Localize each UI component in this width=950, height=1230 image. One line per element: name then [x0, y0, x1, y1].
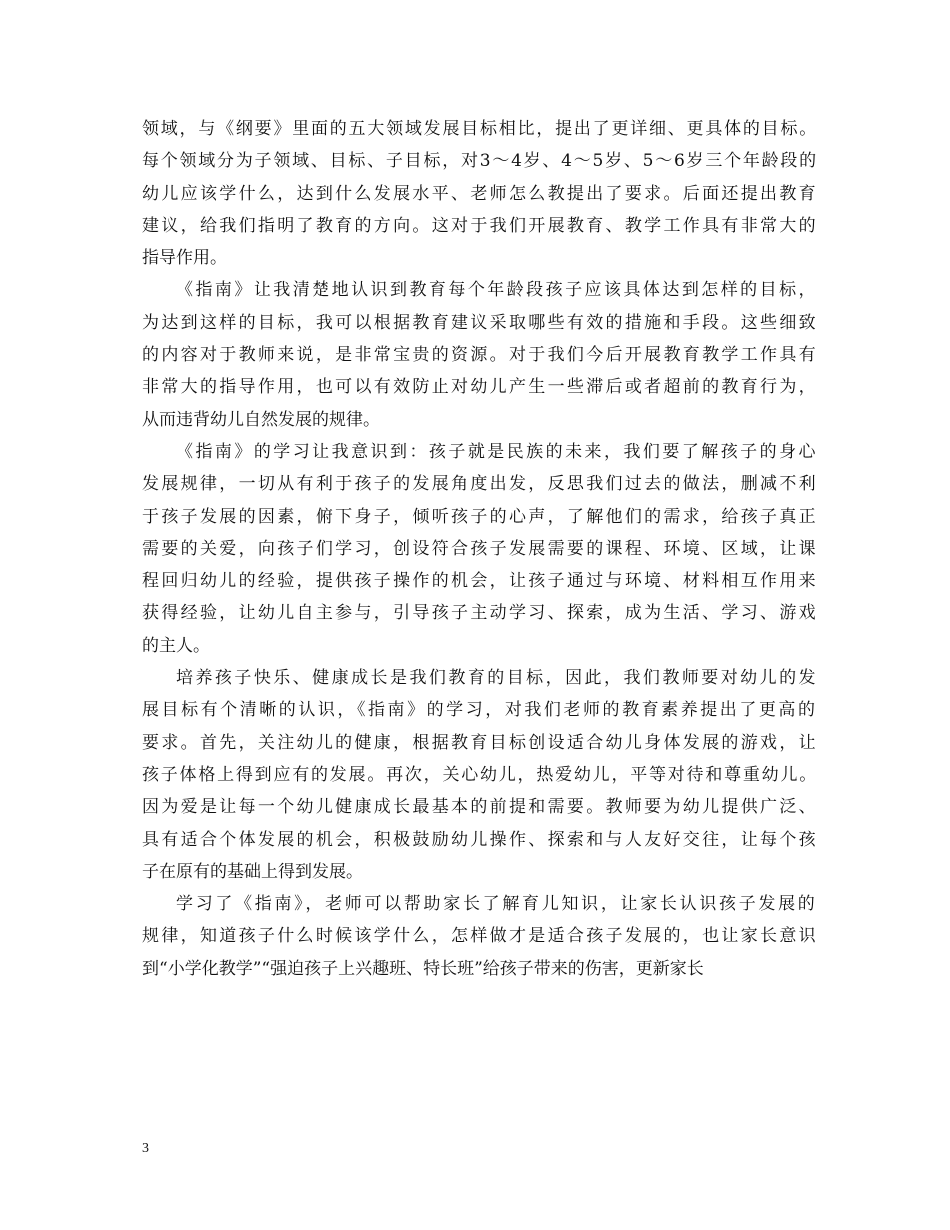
- paragraph-first-line: 培养孩子快乐、健康成长是我们教育的目标，因此，我们教师要对幼儿的发: [176, 668, 818, 689]
- paragraph-first-line: 学习了《指南》，老师可以帮助家长了解育儿知识，让家长认识孩子发展的: [176, 894, 818, 915]
- text-line: 非常大的指导作用，也可以有效防止对幼儿产生一些滞后或者超前的教育行为，: [142, 377, 818, 398]
- text-line: 获得经验，让幼儿自主参与，引导孩子主动学习、探索，成为生活、学习、游戏: [142, 603, 818, 624]
- text-line: 的主人。: [142, 635, 210, 656]
- text-line: 建议，给我们指明了教育的方向。这对于我们开展教育、教学工作具有非常大的: [142, 215, 818, 236]
- text-line: 领域，与《纲要》里面的五大领域发展目标相比，提出了更详细、更具体的目标。: [142, 119, 818, 139]
- text-line: 到“小学化教学”“强迫孩子上兴趣班、特长班”给孩子带来的伤害，更新家长: [142, 958, 704, 979]
- paragraph-first-line: 《指南》的学习让我意识到：孩子就是民族的未来，我们要了解孩子的身心: [176, 441, 818, 462]
- text-line: 于孩子发展的因素，俯下身子，倾听孩子的心声，了解他们的需求，给孩子真正: [142, 506, 818, 527]
- text-line: 需要的关爱，向孩子们学习，创设符合孩子发展需要的课程、环境、区域，让课: [142, 538, 818, 559]
- text-line: 发展规律，一切从有利于孩子的发展角度出发，反思我们过去的做法，删减不利: [142, 474, 818, 495]
- text-line: 孩子体格上得到应有的发展。再次，关心幼儿，热爱幼儿，平等对待和尊重幼儿。: [142, 764, 818, 785]
- text-line: 指导作用。: [142, 248, 227, 269]
- text-line: 具有适合个体发展的机会，积极鼓励幼儿操作、探索和与人友好交往，让每个孩: [142, 829, 818, 850]
- text-line: 要求。首先，关注幼儿的健康，根据教育目标创设适合幼儿身体发展的游戏，让: [142, 732, 818, 753]
- text-line: 程回归幼儿的经验，提供孩子操作的机会，让孩子通过与环境、材料相互作用来: [142, 571, 818, 592]
- paragraph-first-line: 《指南》让我清楚地认识到教育每个年龄段孩子应该具体达到怎样的目标，: [176, 280, 818, 301]
- text-line: 从而违背幼儿自然发展的规律。: [142, 409, 380, 430]
- body-text: [142, 113, 818, 985]
- text-line: 的内容对于教师来说，是非常宝贵的资源。对于我们今后开展教育教学工作具有: [142, 345, 818, 366]
- text-line: 因为爱是让每一个幼儿健康成长最基本的前提和需要。教师要为幼儿提供广泛、: [142, 797, 818, 818]
- text-line: 展目标有个清晰的认识，《指南》的学习，对我们老师的教育素养提出了更高的: [142, 700, 818, 721]
- text-line: 每个领域分为子领域、目标、子目标，对3～4岁、4～5岁、5～6岁三个年龄段的: [142, 151, 818, 172]
- text-line: 幼儿应该学什么，达到什么发展水平、老师怎么教提出了要求。后面还提出教育: [142, 183, 818, 204]
- text-line: 为达到这样的目标，我可以根据教育建议采取哪些有效的措施和手段。这些细致: [142, 312, 818, 333]
- text-line: 规律，知道孩子什么时候该学什么，怎样做才是适合孩子发展的，也让家长意识: [142, 926, 818, 947]
- text-line: 子在原有的基础上得到发展。: [142, 861, 363, 882]
- page-number: 3: [142, 1141, 149, 1156]
